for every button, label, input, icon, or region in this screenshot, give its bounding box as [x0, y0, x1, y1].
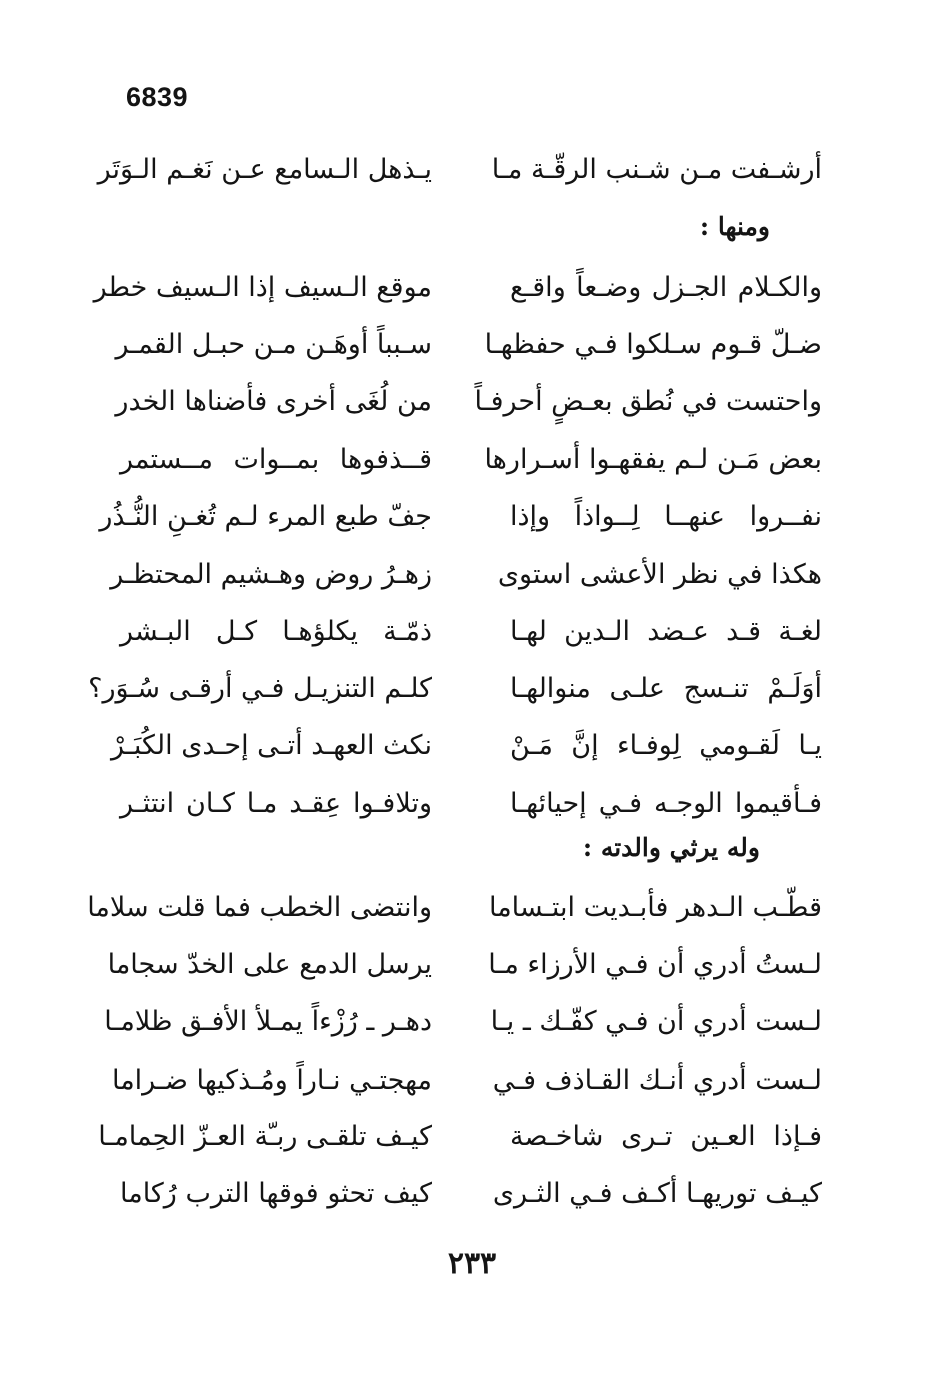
verse-second-hemistich: زهـرُ روض وهـشيم المحتظـر [110, 559, 432, 590]
verse-second-hemistich: نكث العهـد أتـى إحـدى الكُبَـرْ [111, 730, 432, 761]
verse-first-hemistich: أوَلَـمْ تنـسج علـى منوالهـا [510, 673, 822, 704]
verse-first-hemistich: أرشـفت مـن شـنب الرقّـة مـا [491, 154, 822, 185]
verse-second-hemistich: كيـف تلقـى ربـّة العـزّ الحِمامـا [98, 1121, 432, 1152]
verse-first-hemistich: واحتست في نُطق بعـضٍ أحرفـاً [474, 386, 822, 417]
verse-second-hemistich: كيف تحثو فوقها الترب رُكاما [120, 1178, 432, 1209]
verse-first-hemistich: نفــروا عنهــا لِــواذاً وإذا [510, 501, 822, 532]
verse-second-hemistich: كلـم التنزيـل فـي أرقـى سُـوَر؟ [88, 673, 432, 704]
verse-first-hemistich: فـإذا العـين تـرى شاخـصة [510, 1121, 822, 1152]
page-id-number: 6839 [126, 82, 189, 112]
verse-first-hemistich: لـستُ أدري أن فـي الأرزاء مـا [488, 949, 822, 980]
verse-second-hemistich: موقع الـسيف إذا الـسيف خطر [93, 272, 432, 303]
verse-second-hemistich: مهجتـي نـاراً ومُـذكيها ضـراما [111, 1065, 432, 1096]
verse-first-hemistich: لـست أدري أن فـي كفّـك ـ يـا [490, 1006, 822, 1037]
verse-second-hemistich: وتلافـوا عِقـد مـا كـان انتثـر [120, 788, 432, 819]
verse-second-hemistich: يـذهل الـسامع عـن نَغـم الـوَتَر [97, 154, 432, 185]
verse-second-hemistich: سـبباً أوهَـن مـن حبـل القمـر [115, 329, 432, 360]
verse-first-hemistich: لـست أدري أنـك القـاذف فـي [492, 1065, 822, 1096]
verse-second-hemistich: قــذفوها بمــوات مــستمر [120, 444, 432, 475]
verse-first-hemistich: فـأقيموا الوجـه فـي إحيائهـا [510, 788, 822, 819]
verse-first-hemistich: كيـف توريهـا أكـف فـي الثـرى [492, 1178, 822, 1209]
section-heading: ومنها : [699, 212, 770, 241]
verse-first-hemistich: هكذا في نظر الأعشى استوى [497, 559, 822, 590]
verse-first-hemistich: والكـلام الجـزل وضـعاً واقـع [510, 272, 822, 303]
verse-first-hemistich: لغـة قـد عـضد الـدين لهـا [510, 616, 822, 647]
verse-second-hemistich: ذمّـة يكلؤهـا كـل البـشر [120, 616, 432, 647]
verse-first-hemistich: ضـلّ قـوم سـلكوا فـي حفظهـا [484, 329, 822, 360]
page-number: ٢٣٣ [447, 1246, 497, 1281]
verse-first-hemistich: قطّـب الـدهر فأبـديت ابتـساما [488, 892, 822, 923]
section-heading: وله يرثي والدته : [582, 833, 760, 862]
verse-second-hemistich: جفّ طبع المرء لـم تُغـنِ النُّـذُر [99, 501, 432, 532]
verse-second-hemistich: دهـر ـ رُزْءاً يمـلأ الأفـق ظلامـا [104, 1006, 432, 1037]
verse-first-hemistich: بعض مَـن لـم يفقهـوا أسـرارها [484, 444, 822, 475]
verse-second-hemistich: يرسل الدمع على الخدّ سجاما [107, 949, 432, 980]
verse-second-hemistich: من لُغَى أخرى فأضناها الخدر [115, 386, 432, 417]
verse-first-hemistich: يـا لَقـومي لِوفـاء إنَّ مَـنْ [510, 730, 822, 761]
verse-second-hemistich: وانتضى الخطب فما قلت سلاما [87, 892, 432, 923]
